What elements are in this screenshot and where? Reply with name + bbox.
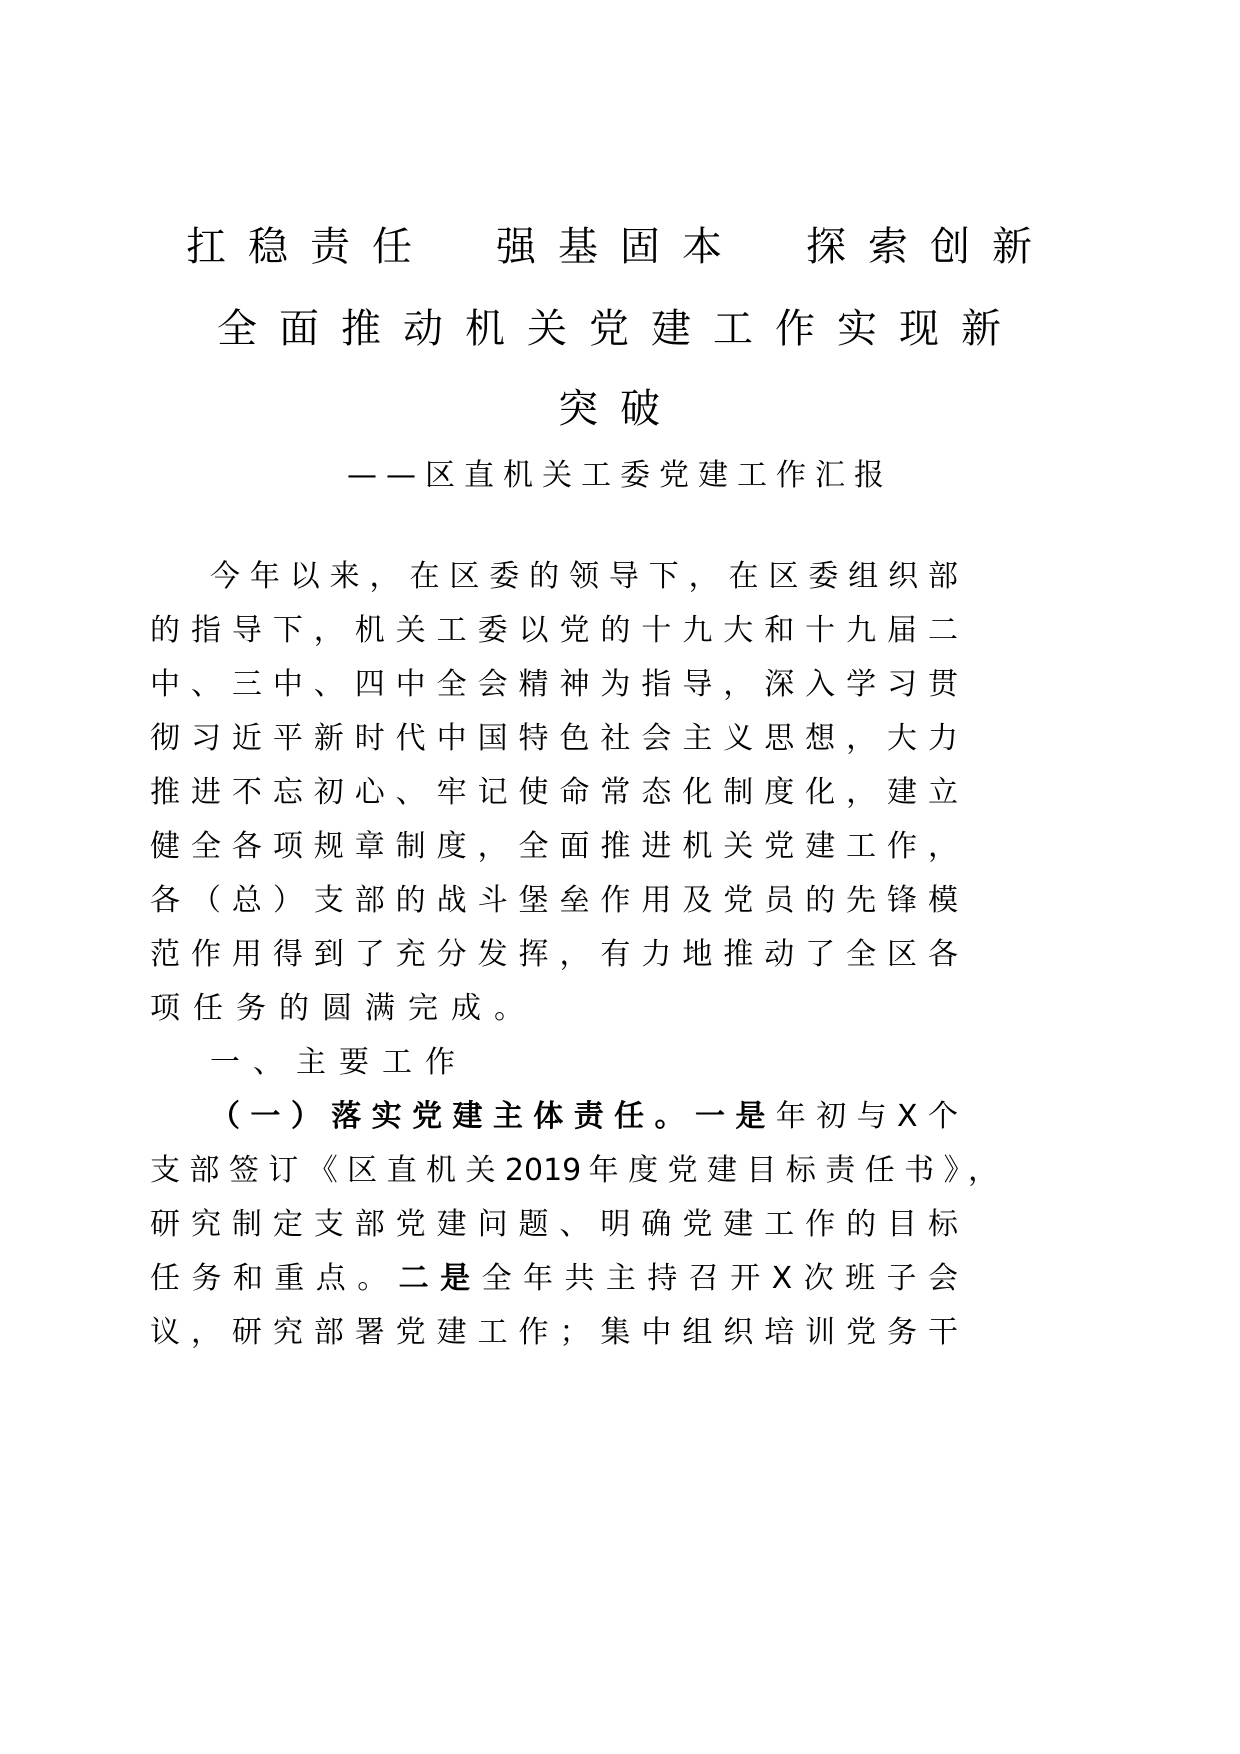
text-run: 范作用得到了充分发挥，有力地推动了全区各 — [150, 937, 960, 972]
text-run: 2019 — [504, 1153, 582, 1188]
title-line-2: 全面推动机关党建工作实现新 — [217, 306, 1023, 352]
bold-run: 二是 — [398, 1261, 482, 1296]
body-line — [150, 611, 960, 651]
text-run: 任务和重点。 — [150, 1261, 399, 1296]
body-line — [150, 1205, 960, 1245]
text-run: 今年以来，在区委的领导下，在区委组织部 — [210, 559, 960, 594]
text-run: 健全各项规章制度，全面推进机关党建工作， — [150, 829, 960, 864]
text-run: 全年共主持召开X次班子会 — [481, 1261, 960, 1296]
body-line — [150, 1313, 960, 1353]
text-run: 各（总）支部的战斗堡垒作用及党员的先锋模 — [150, 883, 960, 918]
text-run: 议，研究部署党建工作；集中组织培训党务干 — [150, 1315, 960, 1350]
body-line — [150, 827, 960, 867]
section-heading — [210, 1043, 960, 1083]
body-line — [150, 881, 960, 921]
body-line — [150, 719, 960, 759]
text-run: 一、主要工作 — [210, 1045, 468, 1080]
body-line — [150, 935, 960, 975]
text-run: 彻习近平新时代中国特色社会主义思想，大力 — [150, 721, 960, 756]
body-line — [150, 1151, 1000, 1191]
text-run: 的指导下，机关工委以党的十九大和十九届二 — [150, 613, 960, 648]
body-line — [210, 557, 960, 597]
title-line-1: 扛稳责任 强基固本 探索创新 — [186, 224, 1054, 270]
text-run: 年初与X个 — [775, 1099, 961, 1134]
title-line-3: 突破 — [558, 386, 682, 432]
body-line — [150, 989, 960, 1029]
text-run: 研究制定支部党建问题、明确党建工作的目标 — [150, 1207, 960, 1242]
body-line — [150, 773, 960, 813]
text-run: 中、三中、四中全会精神为指导，深入学习贯 — [150, 667, 960, 702]
body-line — [210, 1097, 960, 1137]
bold-run: （一）落实党建主体责任。一是 — [210, 1099, 776, 1134]
text-run: 支部签订《区直机关 — [150, 1153, 505, 1188]
body-line — [150, 1259, 960, 1299]
text-run: 项任务的圆满完成。 — [150, 991, 537, 1026]
body-line — [150, 665, 960, 705]
subtitle: ——区直机关工委党建工作汇报 — [347, 458, 893, 493]
text-run: 年度党建目标责任书》， — [581, 1153, 1001, 1188]
text-run: 推进不忘初心、牢记使命常态化制度化，建立 — [150, 775, 960, 810]
